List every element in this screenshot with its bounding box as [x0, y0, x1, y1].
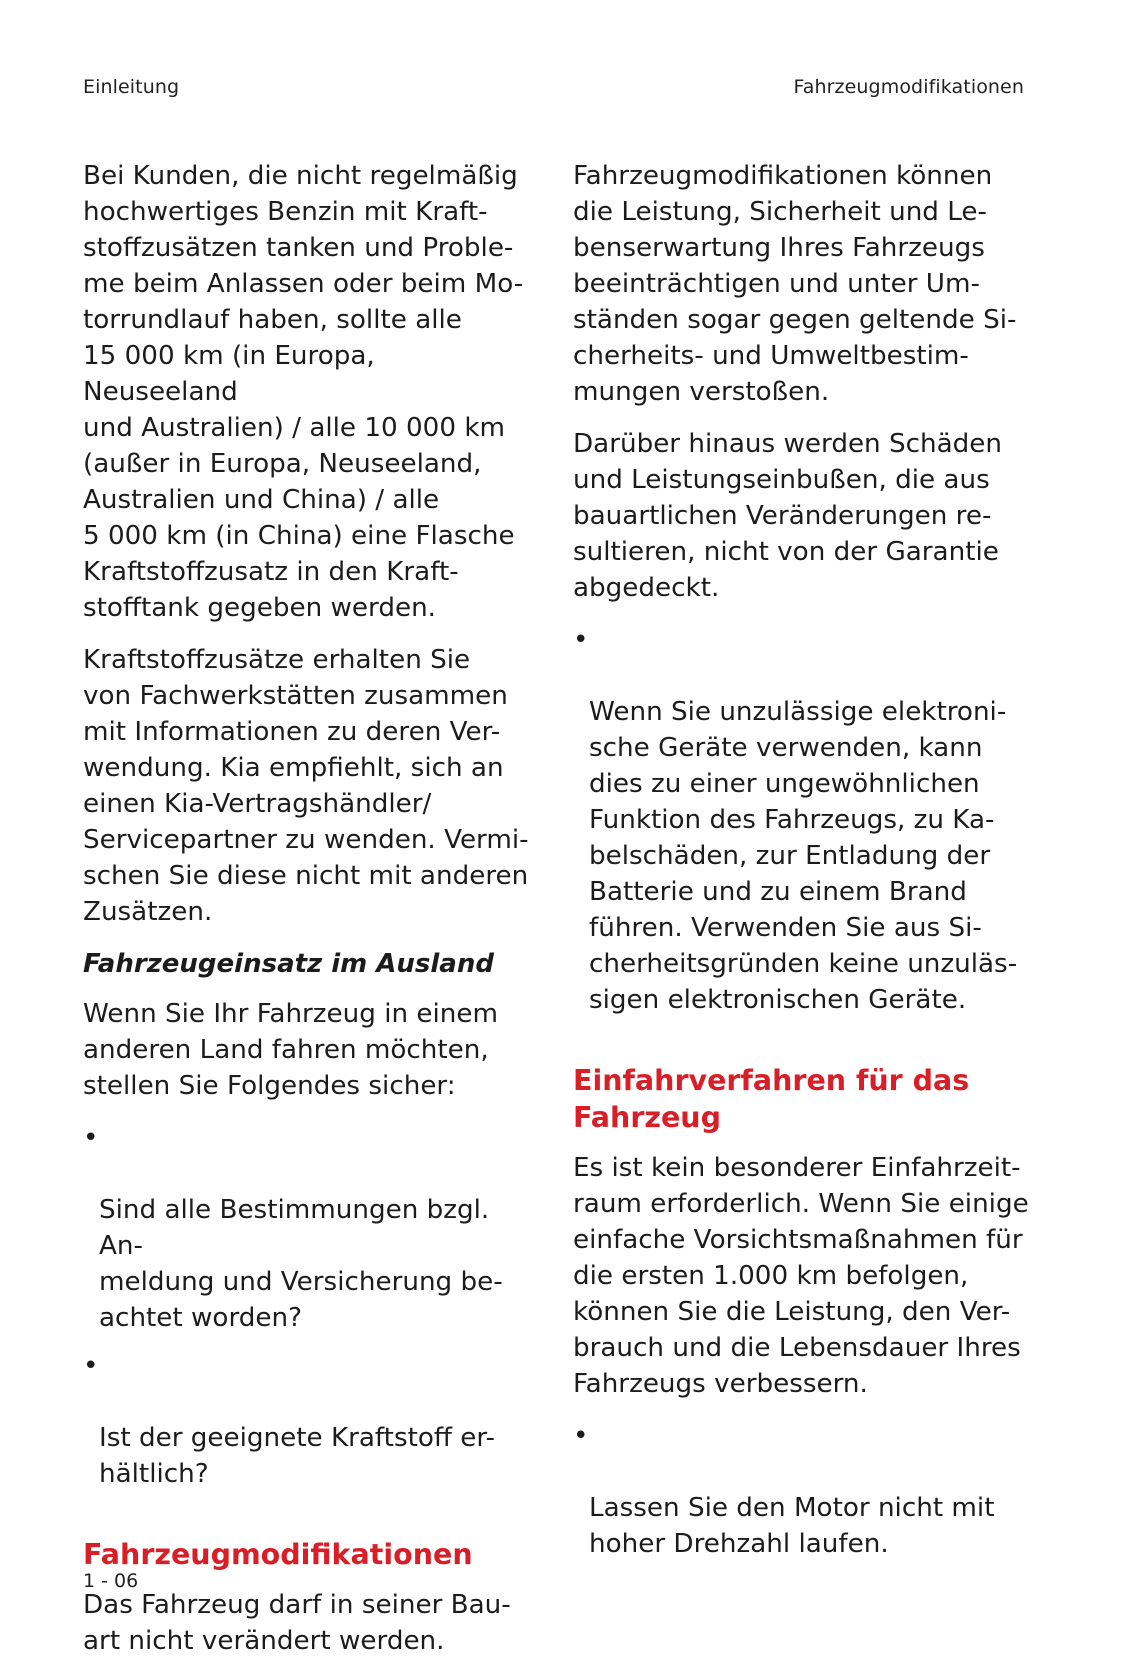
abroad-intro-paragraph: Wenn Sie Ihr Fahrzeug in einem anderen Land fahren möchten, stellen Sie Folgendes sicher: — [83, 999, 499, 1101]
running-header-chapter: Einleitung — [83, 76, 180, 98]
list-item-text: Lassen Sie den Motor nicht mit hoher Drehzahl laufen. — [589, 1493, 995, 1559]
warranty-paragraph: Darüber hinaus werden Schäden und Leistungseinbußen, die aus bauartlichen Veränderungen re- sultieren, nicht von der Garantie abgedeckt. — [573, 429, 1002, 603]
section-title-break-in: Einfahrverfahren für das Fahrzeug — [573, 1064, 970, 1134]
running-header-section: Fahrzeugmodifikationen — [793, 76, 1024, 98]
list-item — [573, 1418, 1033, 1562]
section-title-modifications: Fahrzeugmodifikationen — [83, 1538, 473, 1571]
list-item — [83, 1120, 533, 1336]
list-item-text: Sind alle Bestimmungen bzgl. An- meldung und Versicherung be- achtet worden? — [99, 1195, 503, 1333]
list-item-text: Ist der geeignete Kraftstoff er- hältlich? — [99, 1423, 495, 1489]
page-number: 1 - 06 — [83, 1570, 139, 1592]
right-column — [573, 158, 1033, 1574]
modifications-paragraph: Das Fahrzeug darf in seiner Bau- art nicht verändert werden. — [83, 1590, 511, 1656]
fuel-additive-paragraph: Bei Kunden, die nicht regelmäßig hochwertiges Benzin mit Kraft- stoffzusätzen tanken und Proble- me beim Anlassen oder beim Mo- torrundlauf haben, sollte alle 15 000 km (in Europa, Neuseeland und Australien) / alle 10 000 km (außer in Europa, Neuseeland, Australien und China) / alle 5 000 km (in China) eine Flasche Kraftstoffzusatz in den Kraft- stofftank gegeben werden. — [83, 161, 524, 623]
bullet-icon: • — [573, 1421, 589, 1451]
subheading-abroad: Fahrzeugeinsatz im Ausland — [83, 949, 494, 979]
break-in-paragraph: Es ist kein besonderer Einfahrzeit- raum erforderlich. Wenn Sie einige einfache Vorsichtsmaßnahmen für die ersten 1.000 km befolgen, können Sie die Leistung, den Ver- brauch und die Lebensdauer Ihres Fahrzeugs verbessern. — [573, 1153, 1029, 1399]
fuel-additive-source-paragraph: Kraftstoffzusätze erhalten Sie von Fachwerkstätten zusammen mit Informationen zu deren Ver- wendung. Kia empfiehlt, sich an einen Kia-Vertragshändler/ Servicepartner zu wenden. Vermi- schen Sie diese nicht mit anderen Zusätzen. — [83, 645, 529, 927]
bullet-icon: • — [83, 1351, 99, 1381]
list-item-text: Wenn Sie unzulässige elektroni- sche Geräte verwenden, kann dies zu einer ungewöhnlichen Funktion des Fahrzeugs, zu Ka- belschäden, zur Entladung der Batterie und zu einem Brand führen. Verwenden Sie aus Si- cherheitsgründen keine unzuläs- sigen elektronischen Geräte. — [589, 697, 1018, 1015]
modifications-effects-paragraph: Fahrzeugmodifikationen können die Leistung, Sicherheit und Le- benserwartung Ihres Fahrzeugs beeinträchtigen und unter Um- ständen sogar gegen geltende Si- cherheits- und Umweltbestim- mungen verstoßen. — [573, 161, 1017, 407]
list-item — [83, 1348, 533, 1492]
list-item — [573, 622, 1033, 1018]
left-column — [83, 158, 533, 1675]
bullet-icon: • — [573, 625, 589, 655]
bullet-icon: • — [83, 1123, 99, 1153]
